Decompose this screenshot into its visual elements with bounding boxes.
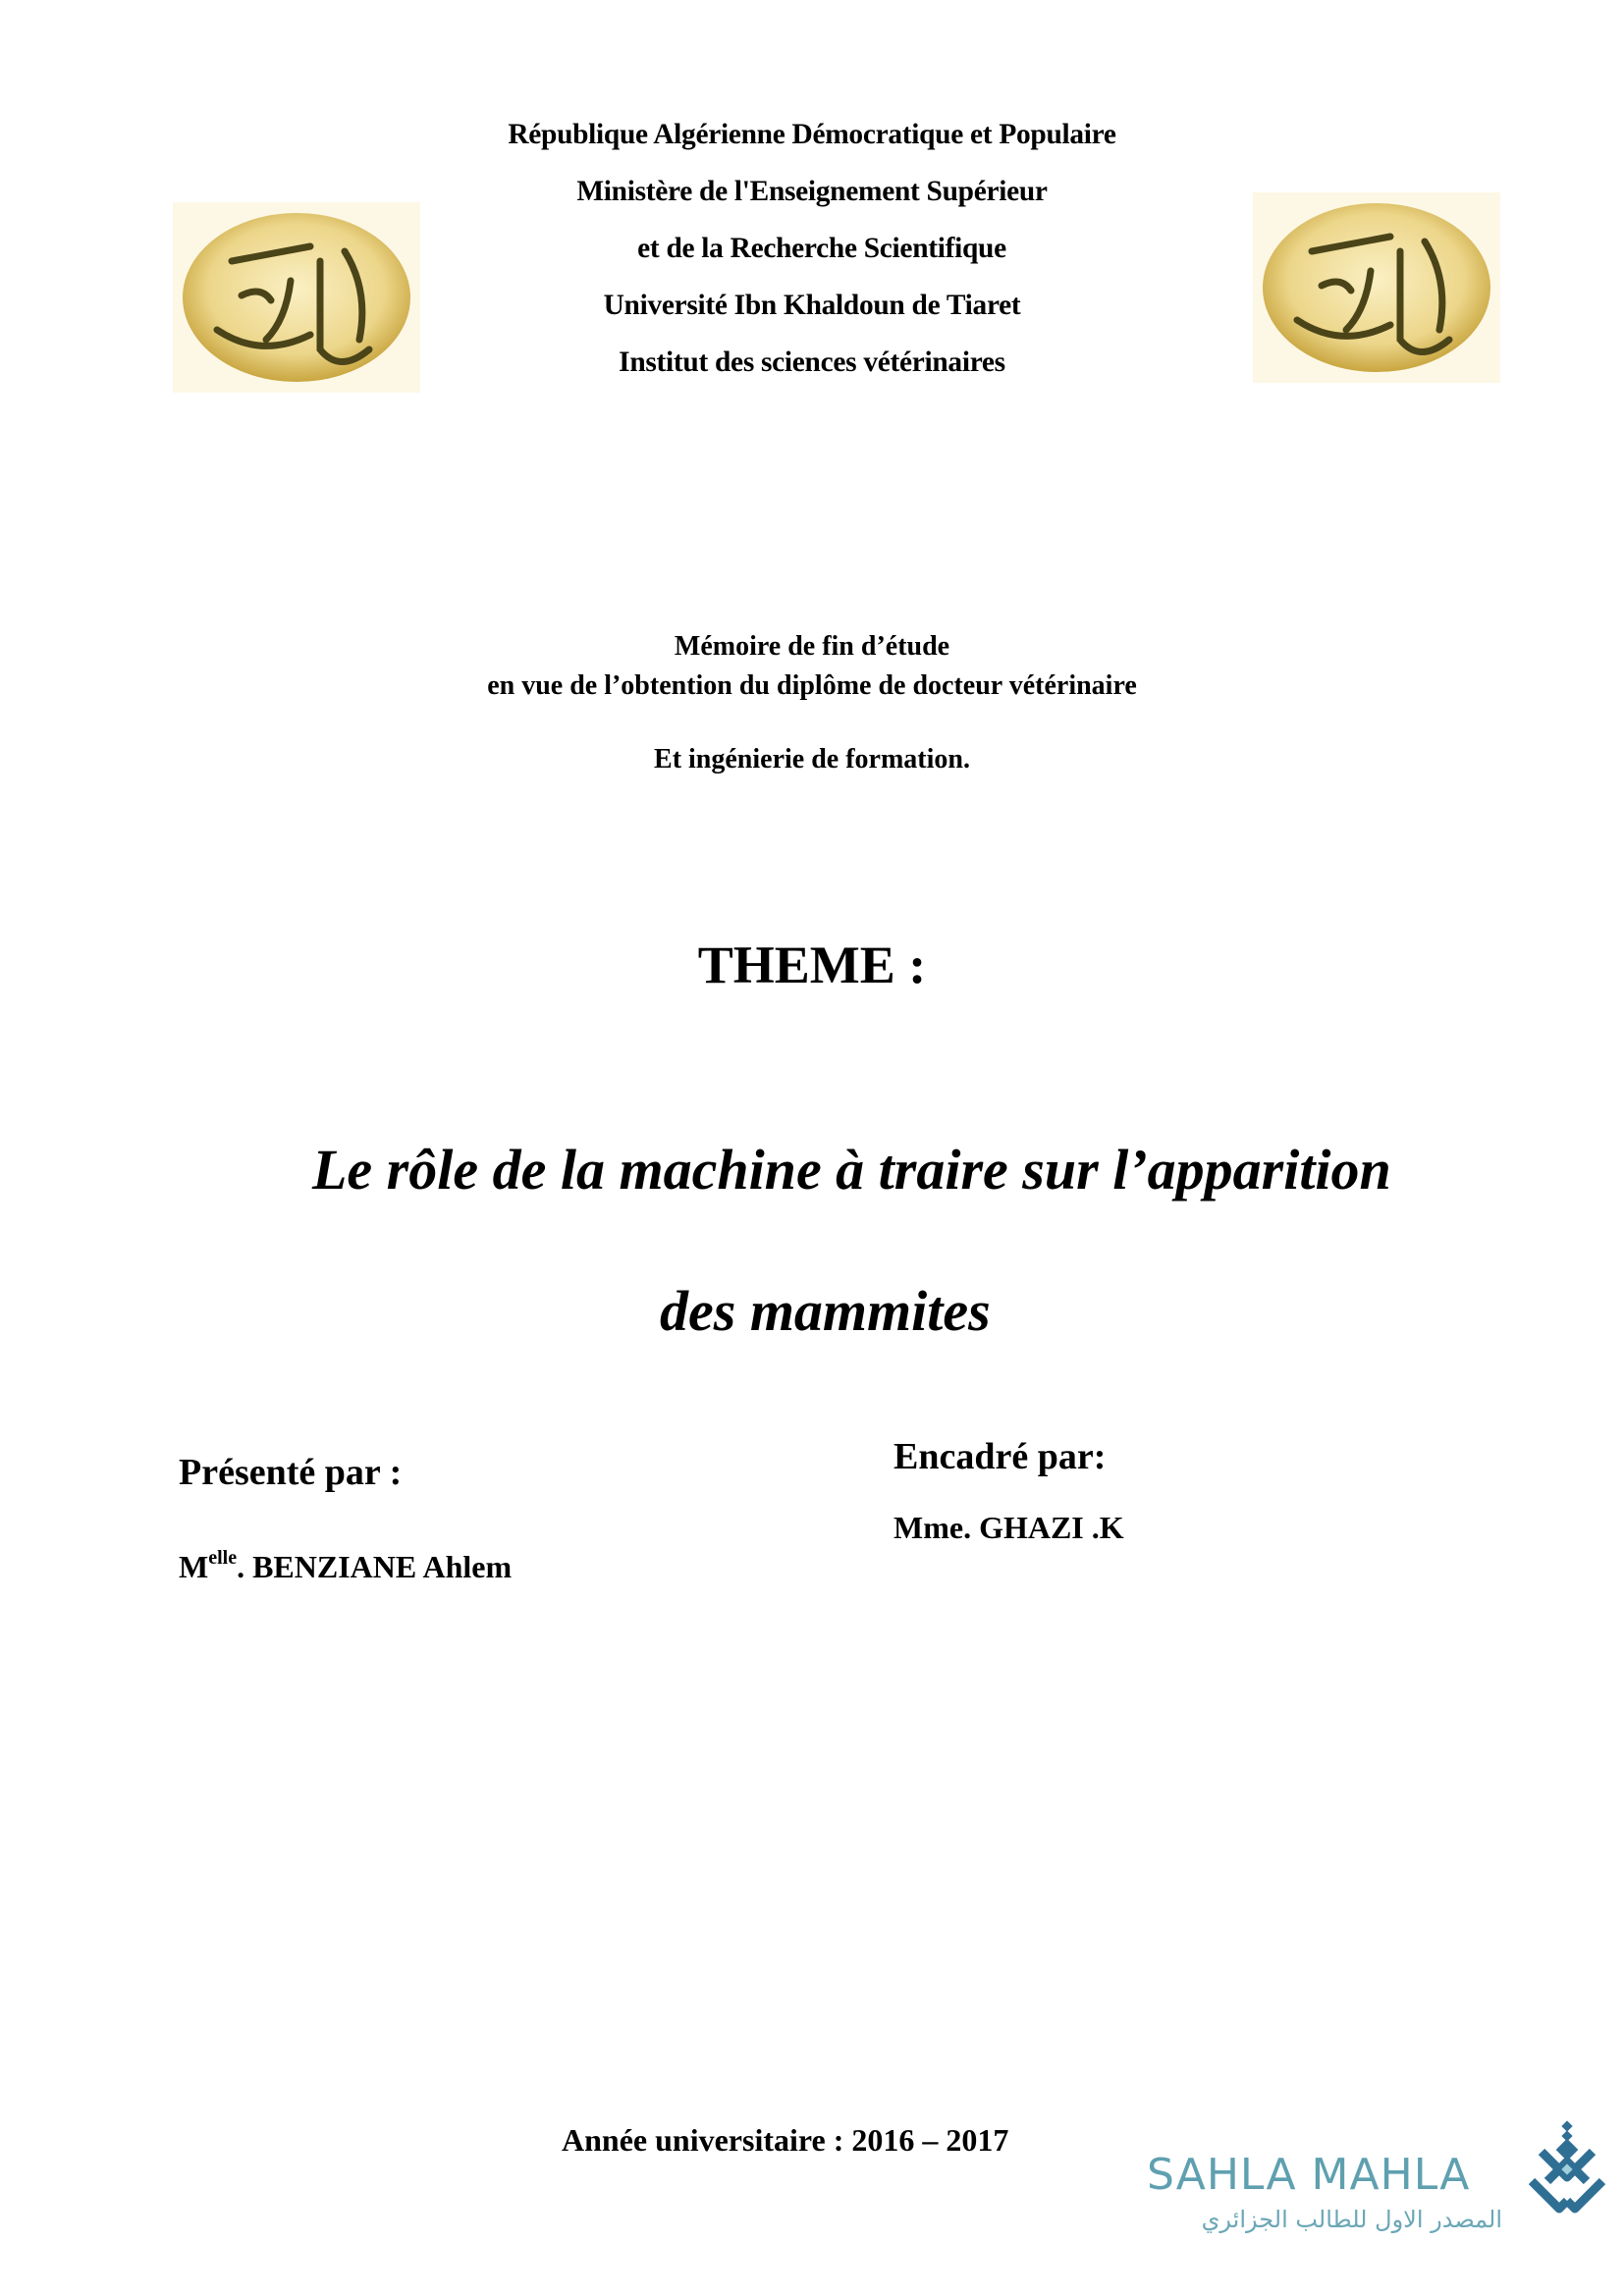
student-name (179, 1547, 512, 1585)
presented-by-heading: Présenté par : (179, 1452, 403, 1493)
supervised-by-heading: Encadré par: (893, 1436, 1107, 1477)
watermark-tagline: المصدر الاول للطالب الجزائري (1201, 2206, 1502, 2233)
header-university: Université Ibn Khaldoun de Tiaret (603, 289, 1021, 321)
theme-title-line1: Le rôle de la machine à traire sur l’apparition (312, 1138, 1391, 1201)
student-title-sup: elle (208, 1547, 238, 1569)
theme-title-line2: des mammites (660, 1279, 991, 1343)
thesis-track: Et ingénierie de formation. (654, 744, 970, 774)
supervisor-name: Mme. GHAZI .K (893, 1510, 1124, 1545)
thesis-type: Mémoire de fin d’étude (674, 631, 950, 662)
header-ministry: Ministère de l'Enseignement Supérieur (576, 175, 1048, 207)
watermark-logo-icon (1502, 2120, 1610, 2223)
student-name-text: . BENZIANE Ahlem (237, 1549, 513, 1584)
thesis-degree: en vue de l’obtention du diplôme de docteur vétérinaire (487, 670, 1137, 701)
header-republic: République Algérienne Démocratique et Populaire (508, 118, 1116, 150)
header-research: et de la Recherche Scientifique (637, 232, 1006, 264)
academic-year: Année universitaire : 2016 – 2017 (562, 2122, 1009, 2158)
student-title: M (179, 1549, 209, 1584)
watermark-brand: SAHLA MAHLA (1147, 2150, 1471, 2200)
header-institute: Institut des sciences vétérinaires (619, 346, 1005, 378)
theme-label: THEME : (697, 935, 927, 994)
